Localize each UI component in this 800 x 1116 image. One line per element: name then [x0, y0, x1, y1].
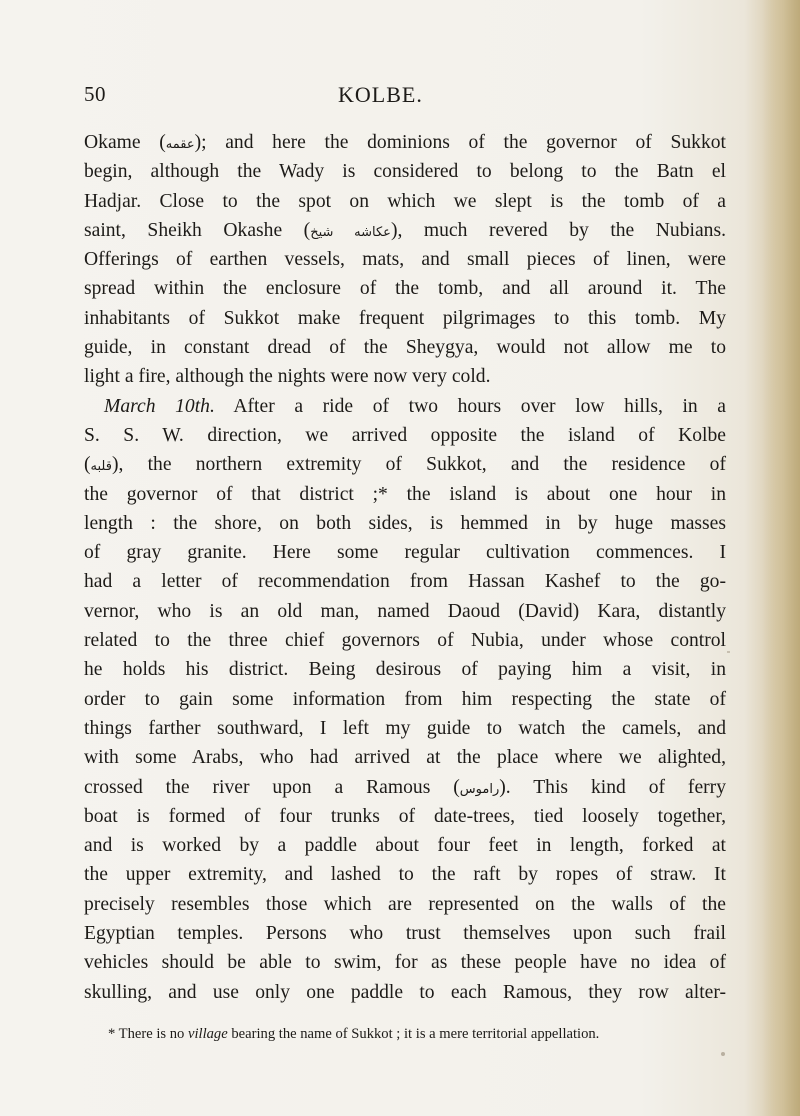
- page-edge-shadow: [762, 0, 800, 1116]
- text-line: boat is formed of four trunks of date-trees, tied loosely together,: [84, 805, 726, 827]
- text-line: light a fire, although the nights were now very cold.: [84, 366, 491, 388]
- paper-mark: [727, 651, 730, 653]
- text-line: begin, although the Wady is considered to belong to the Batn el: [84, 161, 726, 183]
- text-line: the upper extremity, and lashed to the raft by ropes of straw. It: [84, 864, 726, 886]
- paper-speck: [721, 1052, 725, 1056]
- text-line: length : the shore, on both sides, is hemmed in by huge masses: [84, 512, 726, 534]
- text-line: the governor of that district ;* the island is about one hour in: [84, 483, 726, 505]
- text-line: S. S. W. direction, we arrived opposite the island of Kolbe: [84, 424, 726, 446]
- text-line: he holds his district. Being desirous of paying him a visit, in: [84, 659, 726, 681]
- text-line: skulling, and use only one paddle to each Ramous, they row alter-: [84, 981, 726, 1003]
- text-line: things farther southward, I left my guide to watch the camels, and: [84, 717, 726, 739]
- text-line: Egyptian temples. Persons who trust themselves upon such frail: [84, 923, 726, 945]
- arabic-word: قلبه: [90, 459, 112, 475]
- text-line: order to gain some information from him respecting the state of: [84, 688, 726, 710]
- text-line: Offerings of earthen vessels, mats, and small pieces of linen, were: [84, 249, 726, 271]
- text-line: Okame (عقمه); and here the dominions of the governor of Sukkot: [84, 132, 726, 153]
- text-line: vernor, who is an old man, named Daoud (David) Kara, distantly: [84, 600, 726, 622]
- body-text: [84, 128, 726, 1007]
- footnote-emphasis: village: [187, 1026, 228, 1042]
- page-header: [0, 82, 800, 112]
- text-line: inhabitants of Sukkot make frequent pilgrimages to this tomb. My: [84, 307, 726, 329]
- text-line: related to the three chief governors of Nubia, under whose control: [84, 630, 726, 652]
- text-line: had a letter of recommendation from Hassan Kashef to the go-: [84, 571, 726, 593]
- text-line: spread within the enclosure of the tomb, and all around it. The: [84, 278, 726, 300]
- text-line: March 10th. After a ride of two hours over low hills, in a: [104, 395, 726, 417]
- arabic-word: راموس: [459, 781, 500, 797]
- text-line: with some Arabs, who had arrived at the place where we alighted,: [84, 747, 726, 769]
- text-line: and is worked by a paddle about four feet in length, forked at: [84, 835, 726, 857]
- page-number: 50: [84, 82, 106, 106]
- arabic-word: عقمه: [165, 137, 195, 152]
- text-line: crossed the river upon a Ramous (راموس). This kind of ferry: [84, 776, 726, 798]
- text-line: Hadjar. Close to the spot on which we slept is the tomb of a: [84, 190, 726, 212]
- footnote: * There is no village bearing the name of Sukkot ; it is a mere territorial appellation.: [108, 1026, 600, 1042]
- text-line: guide, in constant dread of the Sheygya, would not allow me to: [84, 337, 726, 359]
- date-heading: March 10th.: [104, 395, 215, 417]
- text-line: saint, Sheikh Okashe (عكاشه شيخ), much revered by the Nubians.: [84, 219, 726, 241]
- text-line: of gray granite. Here some regular cultivation commences. I: [84, 542, 726, 564]
- running-head: KOLBE.: [338, 82, 423, 107]
- arabic-word: عكاشه شيخ: [310, 224, 391, 240]
- text-line: vehicles should be able to swim, for as these people have no idea of: [84, 952, 726, 974]
- text-line: (قلبه), the northern extremity of Sukkot, and the residence of: [84, 454, 726, 476]
- text-line: precisely resembles those which are represented on the walls of the: [84, 893, 726, 915]
